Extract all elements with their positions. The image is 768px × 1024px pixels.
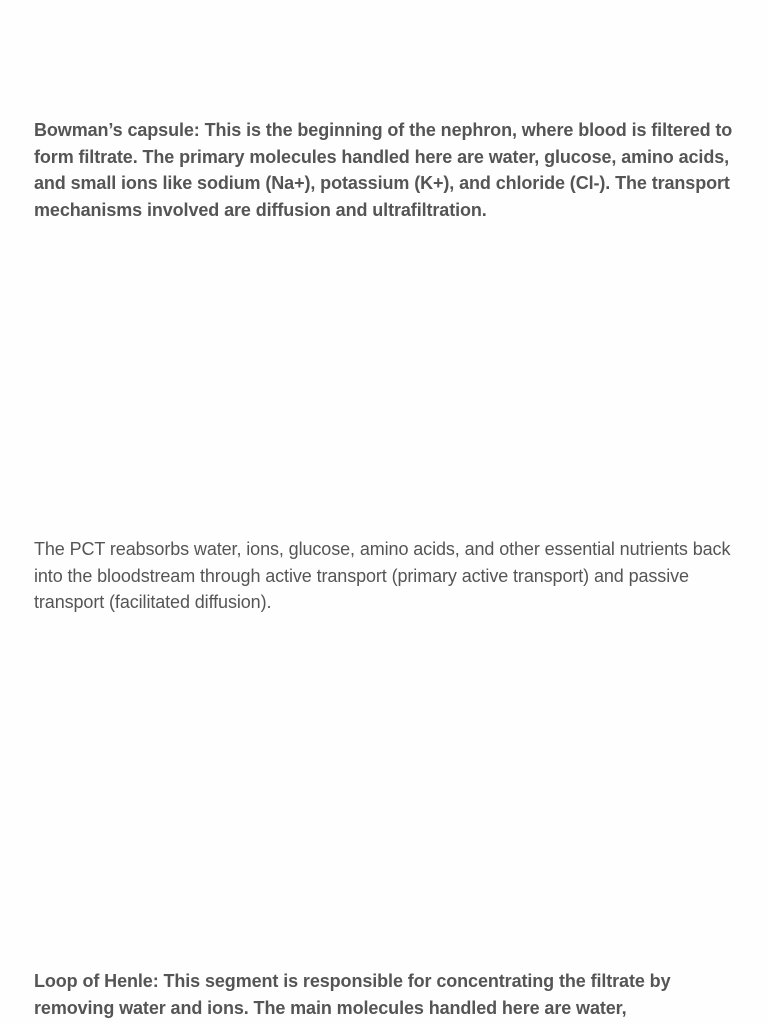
paragraph-loop-of-henle: Loop of Henle: This segment is responsible for concentrating the filtrate by removing water and ions. The main molecules handled here are water, xyxy=(34,971,671,1018)
paragraph-pct: The PCT reabsorbs water, ions, glucose, amino acids, and other essential nutrients back into the bloodstream through active transport (primary active transport) and passive transport (facilitated diffusion). xyxy=(34,539,731,612)
paragraph-bowmans-capsule: Bowman’s capsule: This is the beginning of the nephron, where blood is filtered to form filtrate. The primary molecules handled here are water, glucose, amino acids, and small ions like sodium (Na+), potassium (K+), and chloride (Cl-). The transport mechanisms involved are diffusion and ultrafiltration. xyxy=(34,120,733,220)
